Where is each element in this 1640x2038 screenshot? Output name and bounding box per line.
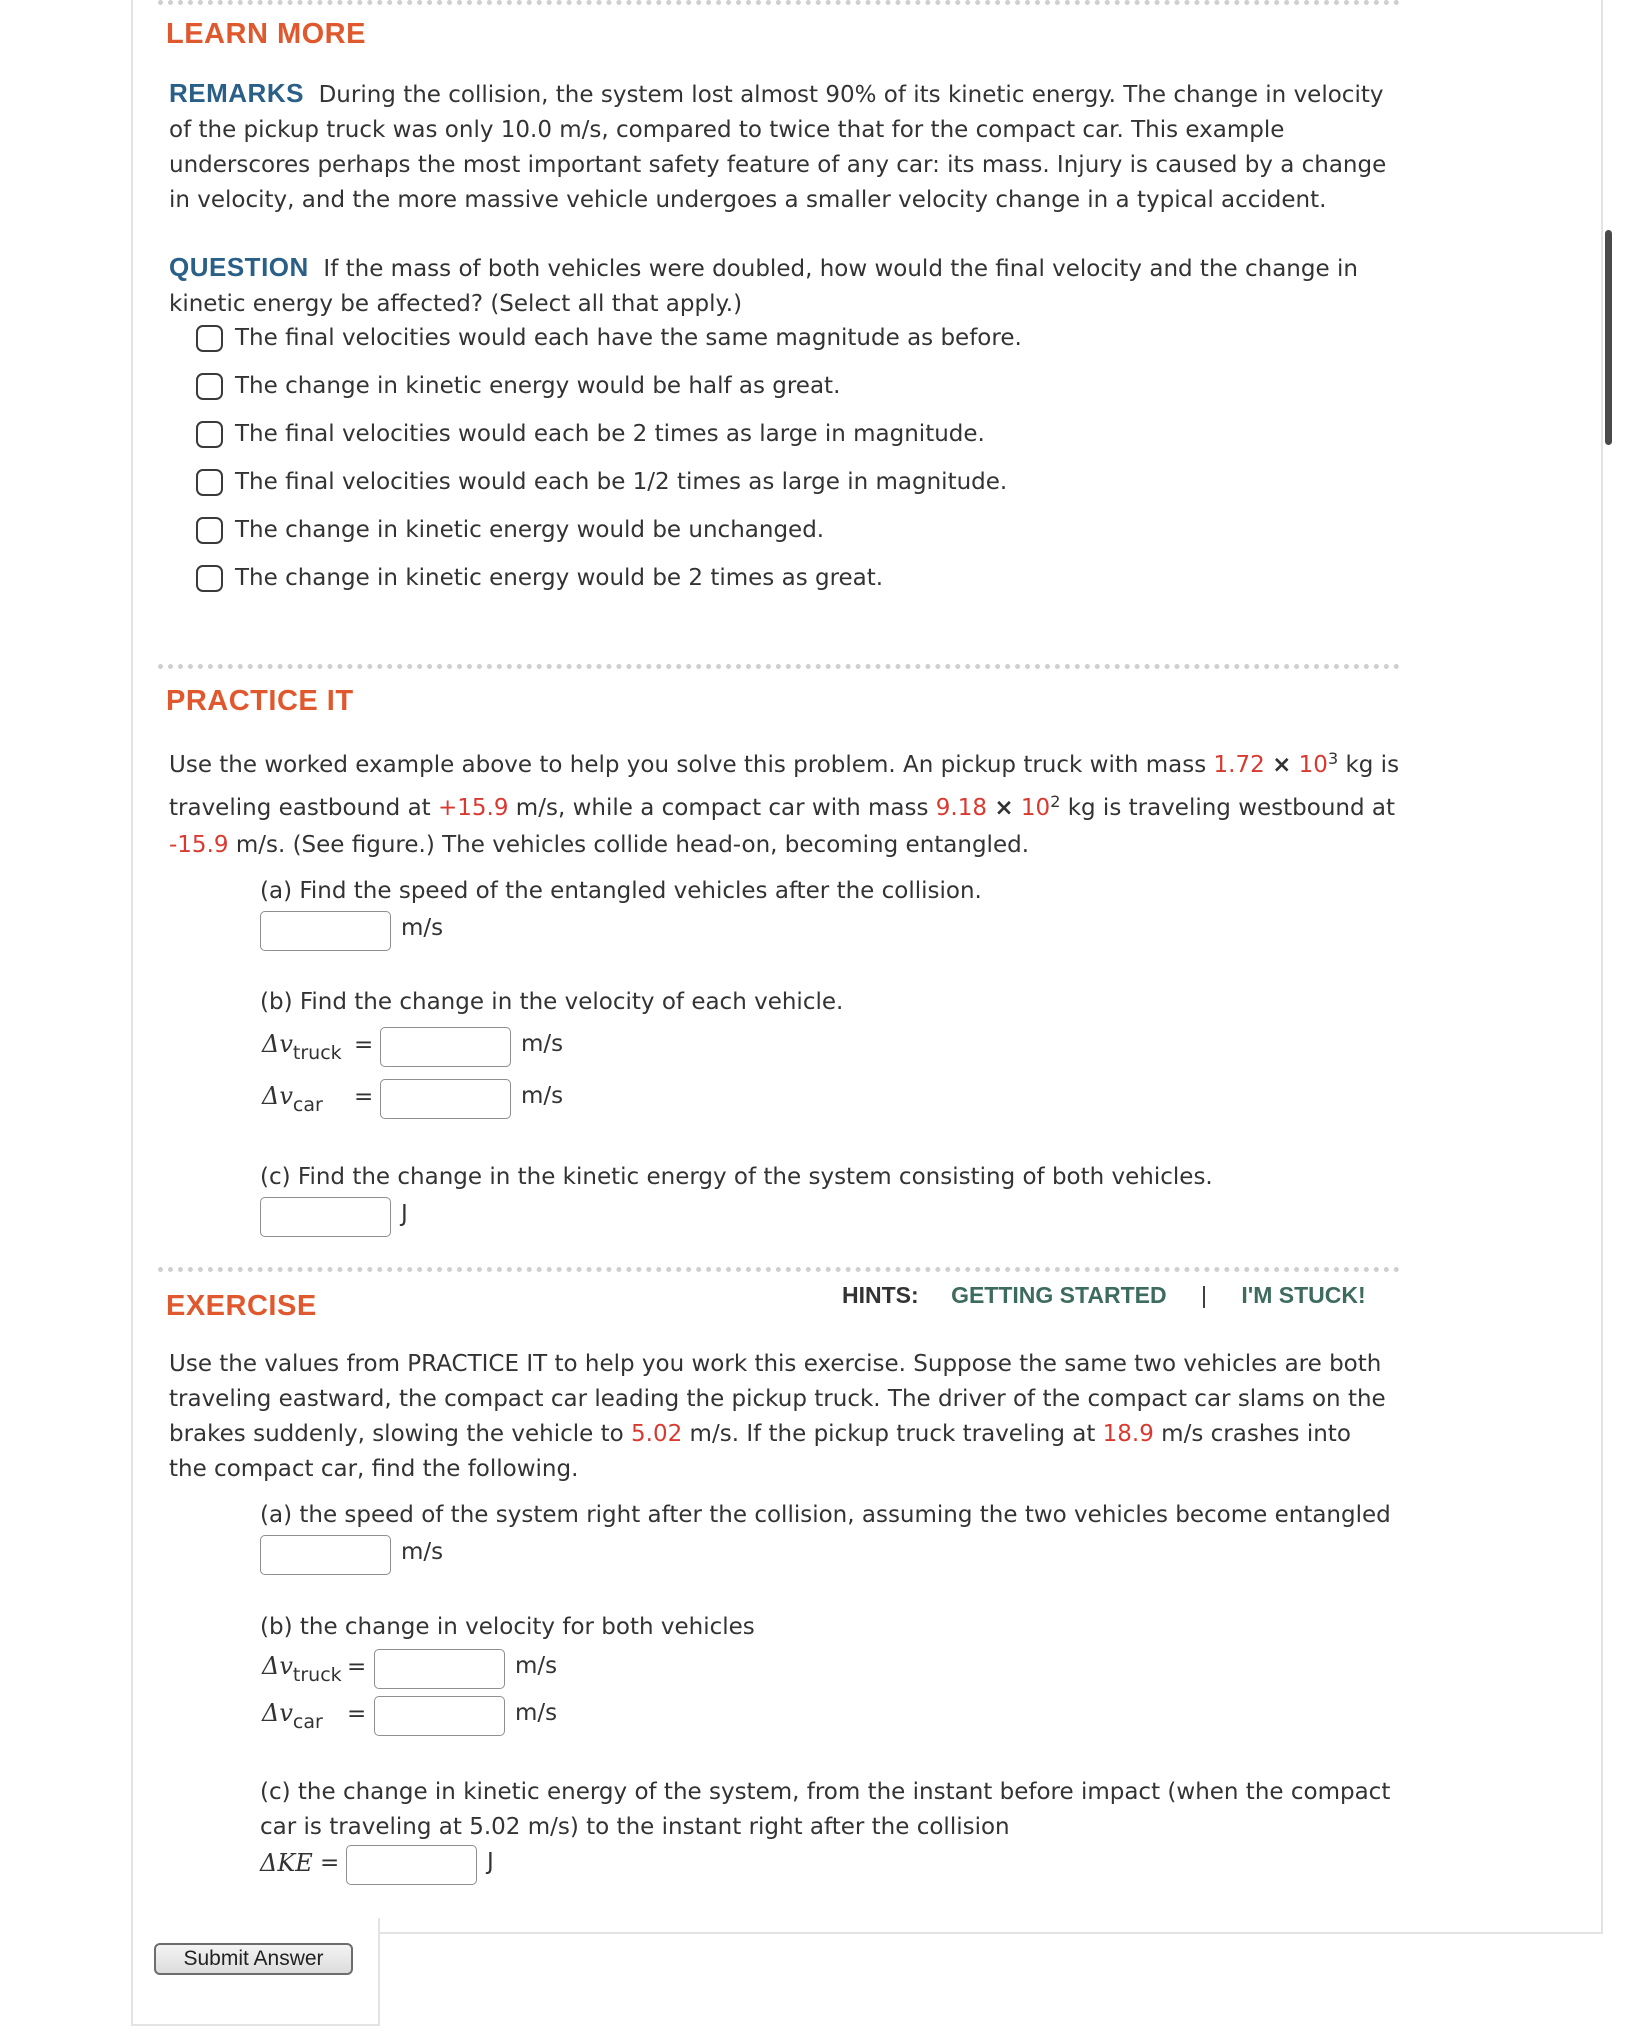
- remarks-label: REMARKS: [169, 78, 304, 108]
- delta-v-car-label: [262, 1082, 323, 1116]
- option-label: The change in kinetic energy would be 2 times as great.: [235, 565, 884, 591]
- ten: 10: [1298, 752, 1328, 778]
- scrollbar-thumb[interactable]: [1605, 230, 1612, 445]
- truck-speed-value: 18.9: [1102, 1421, 1154, 1447]
- equals-sign: =: [347, 1654, 367, 1680]
- unit-label: m/s: [521, 1031, 564, 1057]
- text: m/s, while a compact car with mass: [508, 795, 936, 821]
- option-checkbox-row[interactable]: [196, 560, 883, 596]
- exercise-delta-ke-input[interactable]: [346, 1845, 477, 1885]
- text: m/s. (See figure.) The vehicles collide head-on, becoming entangled.: [228, 832, 1030, 858]
- exercise-part-a-prompt: (a) the speed of the system right after the collision, assuming the two vehicles become entangled: [260, 1502, 1391, 1528]
- option-checkbox-row[interactable]: [196, 320, 1022, 356]
- times-sign: ×: [1272, 752, 1292, 778]
- exponent: 2: [1050, 792, 1061, 811]
- symbol: Δv: [262, 1030, 293, 1058]
- text: m/s. If the pickup truck traveling at: [682, 1421, 1103, 1447]
- text: kg is traveling westbound at: [1060, 795, 1396, 821]
- practice-delta-v-car-input[interactable]: [380, 1079, 511, 1119]
- car-mass-value: 9.18: [935, 795, 988, 821]
- practice-delta-v-truck-input[interactable]: [380, 1027, 511, 1067]
- section-divider: [158, 0, 1400, 5]
- ten: 10: [1020, 795, 1051, 821]
- practice-text-line: [169, 792, 1396, 821]
- submit-answer-button[interactable]: Submit Answer: [154, 1943, 353, 1975]
- hints-bar: [842, 1282, 1366, 1309]
- checkbox[interactable]: [196, 373, 223, 400]
- subscript: car: [292, 1711, 323, 1733]
- exercise-line: Use the values from PRACTICE IT to help you work this exercise. Suppose the same two vehicles are both: [169, 1351, 1382, 1377]
- delta-v-car-label: [262, 1699, 323, 1733]
- practice-part-a-prompt: (a) Find the speed of the entangled vehicles after the collision.: [260, 878, 982, 904]
- hint-getting-started-link[interactable]: GETTING STARTED: [951, 1282, 1167, 1308]
- truck-mass-value: 1.72: [1213, 752, 1265, 778]
- equals-sign: =: [320, 1850, 340, 1876]
- exercise-speed-input[interactable]: [260, 1535, 391, 1575]
- hint-im-stuck-link[interactable]: I'M STUCK!: [1241, 1282, 1366, 1308]
- option-label: The change in kinetic energy would be unchanged.: [235, 517, 825, 543]
- unit-label: m/s: [401, 915, 444, 941]
- exercise-part-c-prompt: car is traveling at 5.02 m/s) to the instant right after the collision: [260, 1814, 1010, 1840]
- unit-label: m/s: [401, 1539, 444, 1565]
- unit-label: J: [401, 1201, 408, 1227]
- practice-part-c-prompt: (c) Find the change in the kinetic energy of the system consisting of both vehicles.: [260, 1164, 1213, 1190]
- option-label: The final velocities would each be 1/2 times as large in magnitude.: [235, 469, 1008, 495]
- checkbox[interactable]: [196, 517, 223, 544]
- text: kg is: [1338, 752, 1400, 778]
- question-text: If the mass of both vehicles were doubled, how would the final velocity and the change in: [323, 256, 1358, 282]
- checkbox[interactable]: [196, 325, 223, 352]
- unit-label: m/s: [515, 1653, 558, 1679]
- option-label: The change in kinetic energy would be half as great.: [235, 373, 841, 399]
- practice-it-header: PRACTICE IT: [166, 685, 354, 717]
- learn-more-header: LEARN MORE: [166, 18, 366, 50]
- checkbox[interactable]: [196, 469, 223, 496]
- text: Use the worked example above to help you solve this problem. An pickup truck with mass: [169, 752, 1214, 778]
- car-speed-value: 5.02: [631, 1421, 683, 1447]
- exercise-line: the compact car, find the following.: [169, 1456, 579, 1482]
- exercise-delta-v-truck-input[interactable]: [374, 1649, 505, 1689]
- remarks-block: [169, 76, 1419, 218]
- option-label: The final velocities would each be 2 times as large in magnitude.: [235, 421, 985, 447]
- remarks-line: During the collision, the system lost almost 90% of its kinetic energy. The change in velocity: [318, 82, 1384, 108]
- equals-sign: =: [354, 1032, 374, 1058]
- exercise-delta-v-car-input[interactable]: [374, 1696, 505, 1736]
- remarks-line: in velocity, and the more massive vehicle undergoes a smaller velocity change in a typical accident.: [169, 187, 1327, 213]
- section-divider: [158, 664, 1400, 669]
- exercise-text: [169, 1347, 1429, 1487]
- exercise-part-c-prompt: (c) the change in kinetic energy of the system, from the instant before impact (when the compact: [260, 1779, 1391, 1805]
- car-velocity-value: -15.9: [169, 832, 229, 858]
- equals-sign: =: [347, 1701, 367, 1727]
- symbol: ΔKE: [260, 1849, 313, 1877]
- equals-sign: =: [354, 1084, 374, 1110]
- section-divider: [158, 1267, 1400, 1272]
- question-text: kinetic energy be affected? (Select all that apply.): [169, 291, 743, 317]
- delta-v-truck-label: [262, 1652, 342, 1686]
- symbol: Δv: [262, 1699, 293, 1727]
- option-label: The final velocities would each have the same magnitude as before.: [235, 325, 1022, 351]
- practice-delta-ke-input[interactable]: [260, 1197, 391, 1237]
- times-sign: ×: [994, 795, 1014, 821]
- exercise-line: traveling eastward, the compact car leading the pickup truck. The driver of the compact car slams on the: [169, 1386, 1386, 1412]
- question-block: [169, 250, 1419, 322]
- option-checkbox-row[interactable]: [196, 512, 824, 548]
- unit-label: m/s: [515, 1700, 558, 1726]
- practice-text-line: [169, 832, 1029, 858]
- remarks-line: underscores perhaps the most important safety feature of any car: its mass. Injury is caused by a change: [169, 152, 1387, 178]
- remarks-line: of the pickup truck was only 10.0 m/s, compared to twice that for the compact car. This example: [169, 117, 1285, 143]
- option-checkbox-row[interactable]: [196, 464, 1007, 500]
- practice-text-line: [169, 749, 1400, 778]
- delta-ke-label: [260, 1849, 313, 1877]
- checkbox[interactable]: [196, 565, 223, 592]
- option-checkbox-row[interactable]: [196, 368, 840, 404]
- text: m/s crashes into: [1153, 1421, 1351, 1447]
- text: brakes suddenly, slowing the vehicle to: [169, 1421, 632, 1447]
- subscript: truck: [292, 1042, 342, 1064]
- question-label: QUESTION: [169, 252, 309, 282]
- exercise-header: EXERCISE: [166, 1290, 317, 1322]
- practice-speed-input[interactable]: [260, 911, 391, 951]
- checkbox[interactable]: [196, 421, 223, 448]
- hint-separator: |: [1200, 1282, 1207, 1308]
- option-checkbox-row[interactable]: [196, 416, 985, 452]
- exercise-part-b-prompt: (b) the change in velocity for both vehicles: [260, 1614, 755, 1640]
- subscript: car: [292, 1094, 323, 1116]
- unit-label: J: [487, 1849, 494, 1875]
- exercise-line: [169, 1417, 1429, 1452]
- unit-label: m/s: [521, 1083, 564, 1109]
- hints-label: HINTS:: [842, 1282, 919, 1308]
- practice-part-b-prompt: (b) Find the change in the velocity of each vehicle.: [260, 989, 844, 1015]
- delta-v-truck-label: [262, 1030, 342, 1064]
- exponent: 3: [1327, 749, 1339, 768]
- symbol: Δv: [262, 1082, 293, 1110]
- truck-velocity-value: +15.9: [438, 795, 509, 821]
- subscript: truck: [292, 1664, 342, 1686]
- symbol: Δv: [262, 1652, 293, 1680]
- text: traveling eastbound at: [169, 795, 439, 821]
